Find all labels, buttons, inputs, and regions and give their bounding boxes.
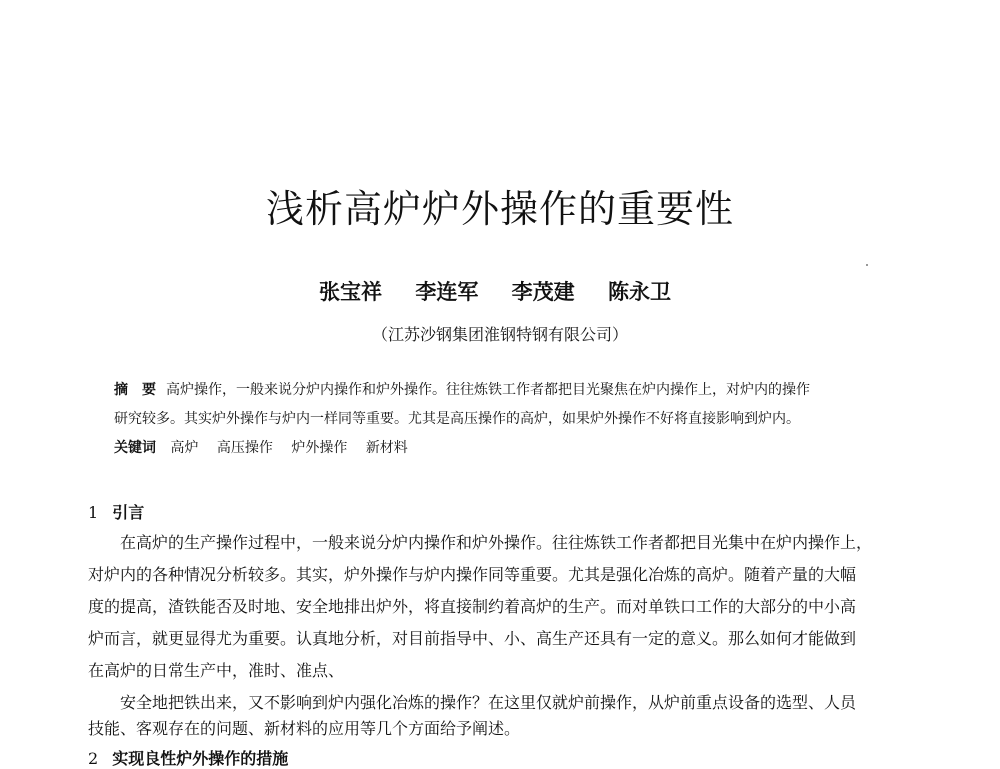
paragraph-line: 炉而言，就更显得尤为重要。认真地分析，对目前指导中、小、高生产还具有一定的意义。那么如何才能做到 [88,629,857,648]
paragraph-line: 技能、客观存在的问题、新材料的应用等几个方面给予阐述。 [88,719,521,738]
author-2: 李连军 [415,279,479,304]
keyword-3: 炉外操作 [291,440,348,456]
abstract-line-1 [114,380,894,400]
paragraph-line: 在高炉的生产操作过程中，一般来说分炉内操作和炉外操作。往往炼铁工作者都把目光集中在炉内操作上， [120,533,873,552]
author-1: 张宝祥 [319,279,383,304]
author-3: 李茂建 [511,279,575,304]
section-1-title: 引言 [112,503,145,522]
paragraph-line: 对炉内的各种情况分析较多。其实，炉外操作与炉内操作同等重要。尤其是强化冶炼的高炉。随着产量的大幅 [88,565,857,584]
section-2-heading [88,746,288,769]
abstract-label: 摘 要 [114,382,156,398]
keywords-label: 关键词 [114,440,156,456]
abstract-line-2: 研究较多。其实炉外操作与炉内一样同等重要。尤其是高压操作的高炉，如果炉外操作不好将直接影响到炉内。 [114,411,800,427]
affiliation: （江苏沙钢集团淮钢特钢有限公司） [371,325,628,344]
keywords [114,438,894,458]
paragraph-line: 在高炉的日常生产中，准时、准点、 [88,661,345,680]
author-4: 陈永卫 [607,279,671,304]
section-2-number: 2 [88,749,99,768]
author-list [0,276,990,306]
section-1-number: 1 [88,503,99,522]
paragraph-line: 度的提高，渣铁能否及时地、安全地排出炉外，将直接制约着高炉的生产。而对单铁口工作的大部分的中小高 [88,597,857,616]
section-2-title: 实现良性炉外操作的措施 [112,749,289,768]
keyword-1: 高炉 [170,440,199,456]
scan-speck [866,264,868,266]
paper-title: 浅析高炉炉外操作的重要性 [265,187,734,231]
abstract-text-1: 高炉操作，一般来说分炉内操作和炉外操作。往往炼铁工作者都把目光聚焦在炉内操作上，对炉内的操作 [166,382,810,398]
keyword-2: 高压操作 [216,440,273,456]
keyword-4: 新材料 [365,440,408,456]
paragraph-line: 安全地把铁出来，又不影响到炉内强化冶炼的操作？在这里仅就炉前操作，从炉前重点设备的选型、人员 [120,693,857,712]
section-1-heading [88,500,144,523]
